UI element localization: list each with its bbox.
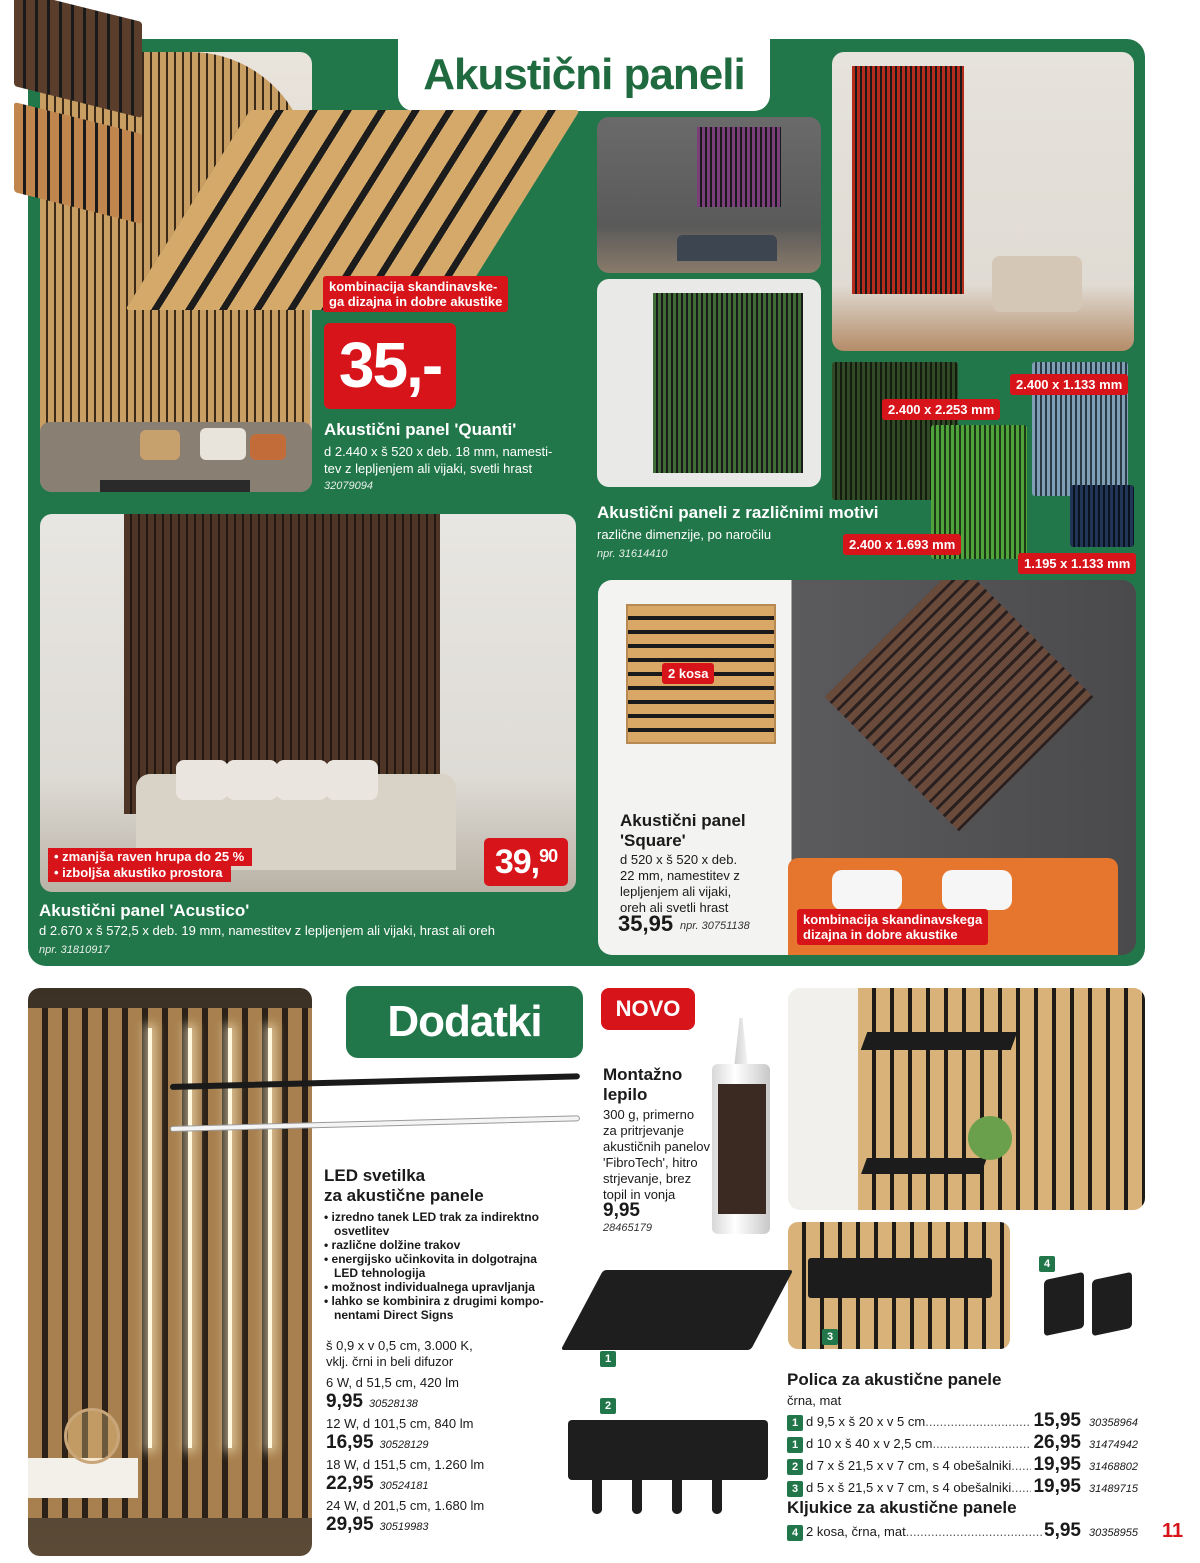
- shelf-product-2: [568, 1420, 768, 1480]
- number-badge: 3: [822, 1329, 838, 1345]
- number-badge: 2: [600, 1398, 616, 1414]
- motives-article: npr. 31614410: [597, 548, 668, 560]
- led-spec: š 0,9 x v 0,5 cm, 3.000 K, vklj. črni in beli difuzor: [326, 1338, 473, 1369]
- led-bullet: • različne dolžine trakov: [324, 1238, 461, 1252]
- motive-photo-lavender: [597, 117, 821, 273]
- led-room-photo: [28, 988, 312, 1556]
- led-variant: 18 W, d 151,5 cm, 1.260 lm 22,95 30524181: [326, 1457, 485, 1494]
- acustico-price: 39,90: [484, 838, 568, 886]
- quanti-desc: d 2.440 x š 520 x deb. 18 mm, namesti- tev z lepljenjem ali vijaki, svetli hrast: [324, 444, 553, 476]
- price-row: 1 d 10 x š 40 x v 2,5 cm ..... 26,95 31474942: [787, 1432, 1145, 1454]
- section-title-tab: [398, 39, 770, 111]
- acustico-desc: d 2.670 x š 572,5 x deb. 19 mm, namestitev z lepljenjem ali vijaki, hrast ali oreh: [39, 923, 495, 938]
- clips-product: [1040, 1266, 1138, 1336]
- hooks-name: Kljukice za akustične panele: [787, 1498, 1017, 1517]
- glue-article: 28465179: [603, 1222, 652, 1234]
- led-variant: 6 W, d 51,5 cm, 420 lm 9,95 30528138: [326, 1375, 459, 1412]
- shelf-price-list: [787, 1410, 1145, 1498]
- price-row: 2 d 7 x š 21,5 x v 7 cm, s 4 obešalniki ..... 19,95 31468802: [787, 1454, 1145, 1476]
- size-label: 2.400 x 2.253 mm: [882, 399, 1000, 420]
- price-row: 1 d 9,5 x š 20 x v 5 cm ..... 15,95 30358964: [787, 1410, 1145, 1432]
- section-title: Akustični paneli: [423, 50, 745, 99]
- hook-icon: [632, 1480, 642, 1514]
- glue-desc: 300 g, primerno za pritrjevanje akustičnih panelov 'FibroTech', hitro strjevanje, brez topil in vonja: [603, 1107, 710, 1202]
- led-variant: 12 W, d 101,5 cm, 840 lm 16,95 30528129: [326, 1416, 474, 1453]
- novo-badge: NOVO: [601, 988, 695, 1030]
- motive-photo-plants: [597, 279, 821, 487]
- motives-desc: različne dimenzije, po naročilu: [597, 527, 772, 542]
- square-qty-badge: 2 kosa: [662, 663, 714, 684]
- motive-photo-poppies: [832, 52, 1134, 351]
- glue-price: 9,95: [603, 1200, 640, 1221]
- price-row: 4 2 kosa, črna, mat ..... 5,95 30358955: [787, 1520, 1145, 1542]
- led-name: LED svetilka za akustične panele: [324, 1166, 484, 1205]
- square-price: 35,95: [618, 911, 674, 936]
- shelf-sub: črna, mat: [787, 1393, 842, 1408]
- led-bullet: • izredno tanek LED trak za indirektno osvetlitev: [324, 1210, 539, 1238]
- acustico-article: npr. 31810917: [39, 944, 110, 956]
- square-article: npr. 30751138: [680, 920, 750, 932]
- page-number: 11: [1162, 1520, 1184, 1542]
- hooks-price-list: [787, 1520, 1145, 1542]
- accessories-title-tab: [346, 986, 583, 1058]
- shelf-name: Polica za akustične panele: [787, 1370, 1002, 1389]
- glue-name: Montažno lepilo: [603, 1065, 683, 1104]
- number-badge: 4: [1039, 1256, 1055, 1272]
- quanti-badge: kombinacija skandinavske- ga dizajna in dobre akustike: [323, 276, 508, 312]
- led-bullet: • možnost individualnega upravljanja: [324, 1280, 535, 1294]
- acustico-room-photo: [40, 514, 576, 892]
- acustico-bullet: • zmanjša raven hrupa do 25 %: [48, 848, 252, 866]
- hook-icon: [592, 1480, 602, 1514]
- acustico-bullet: • izboljša akustiko prostora: [48, 864, 231, 882]
- acustico-name: Akustični panel 'Acustico': [39, 901, 250, 920]
- led-bullets: [324, 1210, 554, 1322]
- size-label: 2.400 x 1.693 mm: [843, 534, 961, 555]
- led-bullet: • energijsko učinkovita in dolgotrajna LED tehnologija: [324, 1252, 537, 1280]
- quanti-name: Akustični panel 'Quanti': [324, 420, 517, 439]
- size-label: 2.400 x 1.133 mm: [1010, 374, 1128, 395]
- quanti-article: 32079094: [324, 480, 373, 492]
- hook-icon: [672, 1480, 682, 1514]
- glue-tube-image: [706, 1018, 776, 1234]
- hook-icon: [712, 1480, 722, 1514]
- quanti-price: 35,-: [324, 323, 456, 409]
- led-variant: 24 W, d 201,5 cm, 1.680 lm 29,95 30519983: [326, 1498, 485, 1535]
- size-label: 1.195 x 1.133 mm: [1018, 553, 1136, 574]
- number-badge: 1: [600, 1351, 616, 1367]
- accessories-title: Dodatki: [387, 997, 542, 1046]
- square-name: Akustični panel 'Square': [620, 811, 746, 850]
- square-desc: d 520 x š 520 x deb. 22 mm, namestitev z lepljenjem ali vijaki, oreh ali svetli hrast: [620, 852, 740, 915]
- led-bullet: • lahko se kombinira z drugimi kompo- nentami Direct Signs: [324, 1294, 544, 1322]
- motives-name: Akustični paneli z različnimi motivi: [597, 503, 879, 522]
- square-badge: kombinacija skandinavskega dizajna in dobre akustike: [797, 909, 988, 945]
- shelf-room-photo: [788, 988, 1145, 1210]
- shelf-product-1: [561, 1270, 794, 1350]
- price-row: 3 d 5 x š 21,5 x v 7 cm, s 4 obešalniki ..... 19,95 31489715: [787, 1476, 1145, 1498]
- motive-tile-moon: [1070, 485, 1134, 547]
